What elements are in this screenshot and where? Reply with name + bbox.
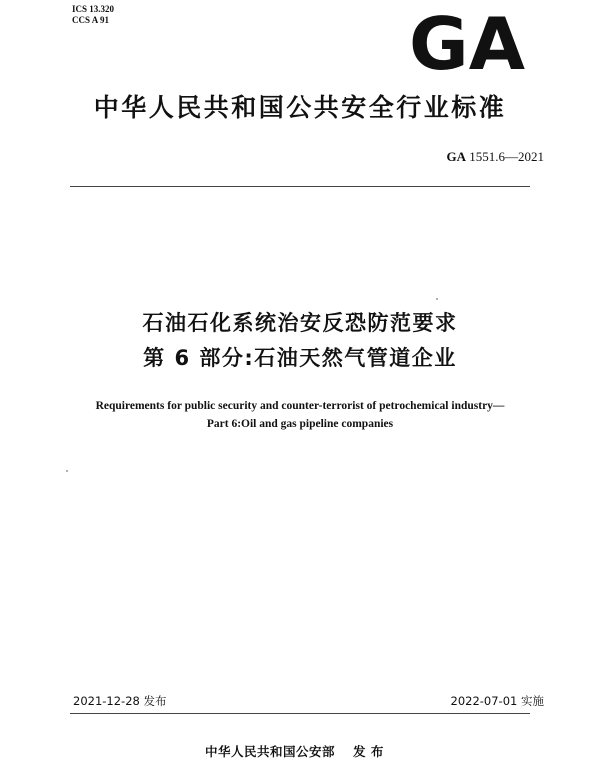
- title-zh-line-1: 石油石化系统治安反恐防范要求: [142, 311, 458, 335]
- standard-type-heading: 中华人民共和国公共安全行业标准: [93, 93, 507, 122]
- standard-number: [447, 149, 545, 165]
- publisher-line: [205, 742, 384, 760]
- title-en-line-2: Part 6:Oil and gas pipeline companies: [206, 418, 394, 430]
- top-divider: [70, 186, 530, 187]
- publisher-name: 中华人民共和国公安部: [205, 744, 336, 759]
- ics-code: ICS 13.320: [72, 4, 115, 14]
- title-en-line-1: Requirements for public security and counter-terrorist of petrochemical industry—: [95, 400, 505, 412]
- ga-logo: [408, 13, 526, 71]
- title-zh-line-2: 第 6 部分:石油天然气管道企业: [143, 346, 457, 370]
- speck-mark: [436, 298, 438, 300]
- ga-logo-graphic: [408, 13, 526, 71]
- bottom-divider: [70, 713, 530, 714]
- standard-code-number: 1551.6—2021: [469, 149, 544, 164]
- speck-mark: [66, 470, 68, 472]
- implementation-date: 2022-07-01 实施: [450, 694, 544, 708]
- standard-code-prefix: GA: [446, 149, 466, 164]
- ccs-code: CCS A 91: [72, 15, 110, 25]
- issue-date: 2021-12-28 发布: [73, 694, 167, 708]
- publisher-action: 发 布: [353, 744, 384, 759]
- ga-logo-text: GA: [409, 13, 526, 71]
- classification-codes: [72, 4, 114, 26]
